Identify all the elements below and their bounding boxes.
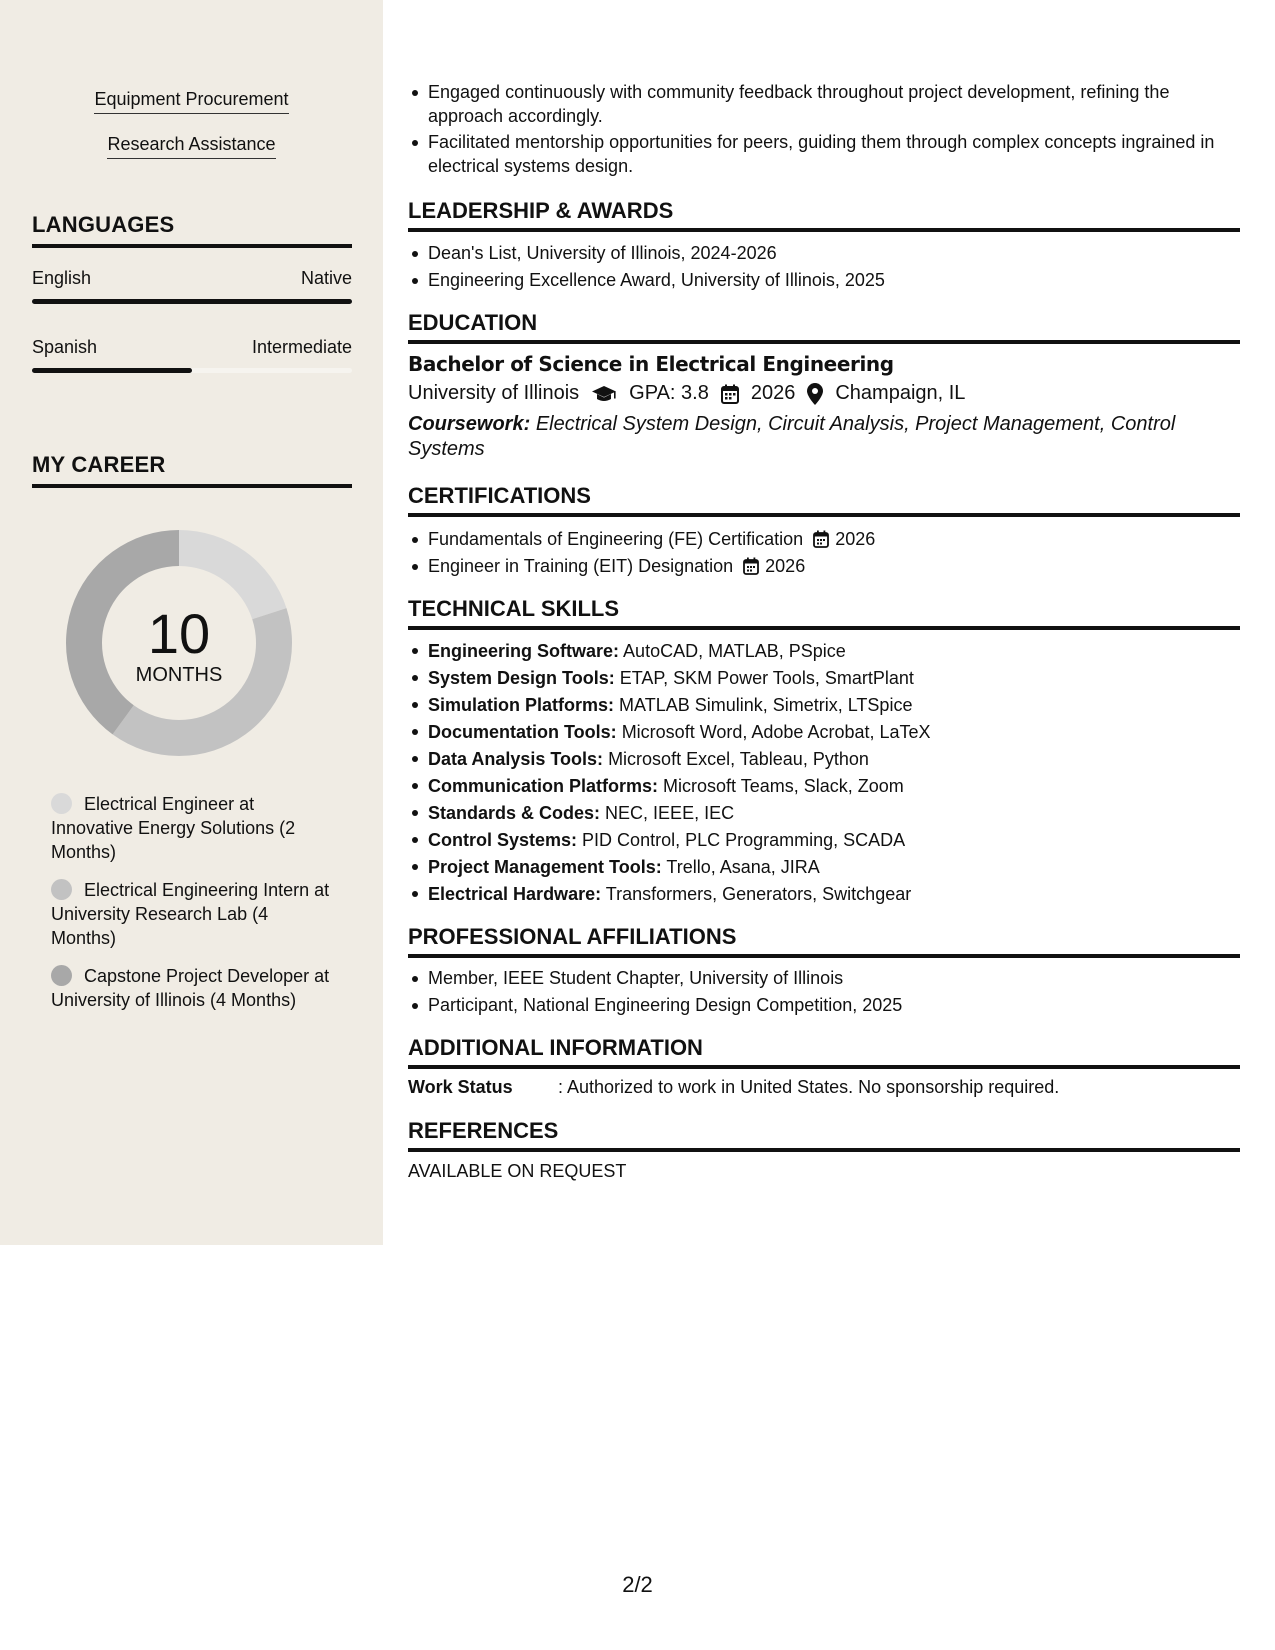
- leadership-heading: LEADERSHIP & AWARDS: [408, 198, 1240, 232]
- career-total-number: 10: [147, 602, 211, 665]
- certifications-list: [428, 527, 1240, 578]
- education-heading: EDUCATION: [408, 310, 1240, 344]
- skills-list: [428, 638, 1240, 908]
- career-total-unit: MONTHS: [135, 664, 223, 686]
- calendar-icon: [743, 557, 759, 575]
- language-row: [32, 268, 352, 289]
- experience-bullets: [428, 80, 1240, 178]
- career-legend-item: Electrical Engineering Intern at University Research Lab (4 Months): [51, 880, 330, 948]
- leadership-list: [428, 241, 1240, 292]
- list-item: Standards & Codes: NEC, IEEE, IEC: [428, 800, 1240, 827]
- list-item: Engaged continuously with community feedback throughout project development, refining the approach accordingly.: [428, 80, 1240, 128]
- certifications-heading: CERTIFICATIONS: [408, 483, 1240, 517]
- career-heading: MY CAREER: [32, 452, 352, 488]
- additional-info-heading: ADDITIONAL INFORMATION: [408, 1035, 1240, 1069]
- affiliations-heading: PROFESSIONAL AFFILIATIONS: [408, 924, 1240, 958]
- legend-dot-icon: [51, 793, 72, 814]
- language-bar: [32, 299, 352, 304]
- list-item: Data Analysis Tools: Microsoft Excel, Tableau, Python: [428, 746, 1240, 773]
- coursework: [408, 412, 1218, 462]
- list-item: System Design Tools: ETAP, SKM Power Tools, SmartPlant: [428, 665, 1240, 692]
- legend-dot-icon: [51, 879, 72, 900]
- list-item: Engineering Excellence Award, University of Illinois, 2025: [428, 268, 1240, 292]
- skill-tag: Equipment Procurement: [0, 89, 383, 114]
- list-item: Electrical Hardware: Transformers, Generators, Switchgear: [428, 881, 1240, 908]
- location-pin-icon: [807, 383, 823, 405]
- list-item: Dean's List, University of Illinois, 2024-2026: [428, 241, 1240, 265]
- list-item: Simulation Platforms: MATLAB Simulink, Simetrix, LTSpice: [428, 692, 1240, 719]
- languages-heading: LANGUAGES: [32, 212, 352, 248]
- list-item: Engineer in Training (EIT) Designation 2026: [428, 554, 1240, 578]
- list-item: Documentation Tools: Microsoft Word, Adobe Acrobat, LaTeX: [428, 719, 1240, 746]
- list-item: Engineering Software: AutoCAD, MATLAB, PSpice: [428, 638, 1240, 665]
- language-name: Spanish: [32, 337, 98, 357]
- language-level: Intermediate: [251, 337, 352, 357]
- language-name: English: [32, 268, 92, 288]
- skills-heading: TECHNICAL SKILLS: [408, 596, 1240, 630]
- legend-dot-icon: [51, 965, 72, 986]
- career-legend-item: Capstone Project Developer at University of Illinois (4 Months): [51, 966, 330, 1010]
- language-level: Native: [300, 268, 352, 288]
- degree-title: Bachelor of Science in Electrical Engineering: [408, 352, 894, 376]
- coursework-list: Electrical System Design, Circuit Analysis, Project Management, Control Systems: [408, 413, 1176, 460]
- school-location: Champaign, IL: [835, 382, 966, 404]
- graduation-cap-icon: [591, 384, 617, 404]
- language-bar-fill: [32, 299, 352, 304]
- list-item: Facilitated mentorship opportunities for peers, guiding them through complex concepts ingrained in electrical systems design.: [428, 130, 1240, 178]
- page-number: 2/2: [622, 1572, 653, 1597]
- affiliations-list: [428, 966, 1240, 1017]
- school-name: University of Illinois: [408, 382, 580, 404]
- references-text: AVAILABLE ON REQUEST: [408, 1161, 627, 1181]
- list-item: Participant, National Engineering Design Competition, 2025: [428, 993, 1240, 1017]
- language-bar-fill: [32, 368, 192, 373]
- work-status-value: : Authorized to work in United States. No sponsorship required.: [558, 1077, 1060, 1097]
- list-item: Communication Platforms: Microsoft Teams, Slack, Zoom: [428, 773, 1240, 800]
- references-heading: REFERENCES: [408, 1118, 1240, 1152]
- gpa-value: GPA: 3.8: [629, 382, 709, 404]
- list-item: Control Systems: PID Control, PLC Programming, SCADA: [428, 827, 1240, 854]
- list-item: Project Management Tools: Trello, Asana, JIRA: [428, 854, 1240, 881]
- calendar-icon: [813, 530, 829, 548]
- coursework-label: Coursework:: [408, 413, 531, 435]
- list-item: Fundamentals of Engineering (FE) Certification 2026: [428, 527, 1240, 551]
- calendar-icon: [721, 384, 739, 404]
- skill-tag: Research Assistance: [0, 134, 383, 159]
- graduation-year: 2026: [750, 382, 796, 404]
- education-details: [408, 382, 965, 405]
- list-item: Member, IEEE Student Chapter, University of Illinois: [428, 966, 1240, 990]
- career-legend-item: Electrical Engineer at Innovative Energy Solutions (2 Months): [51, 794, 296, 862]
- work-status-label: Work Status: [408, 1077, 513, 1097]
- language-row: [32, 337, 352, 358]
- language-bar: [32, 368, 352, 373]
